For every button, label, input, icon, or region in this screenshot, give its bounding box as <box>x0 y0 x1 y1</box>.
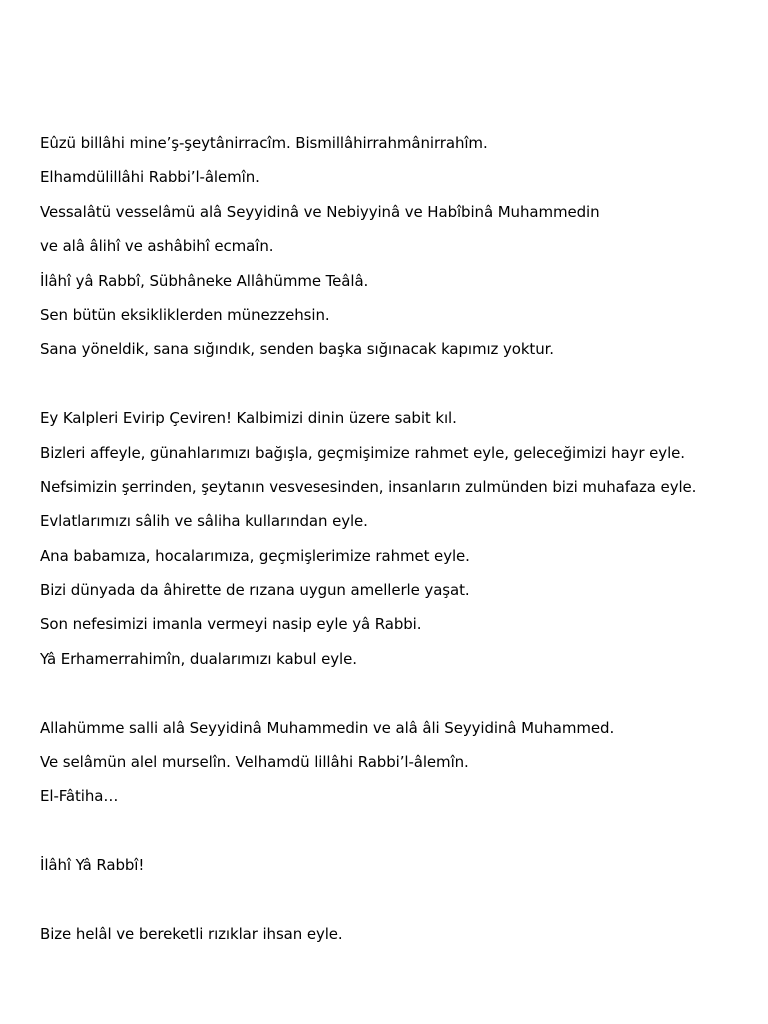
text-line: Bizi dünyada da âhirette de rızana uygun amellerle yaşat. <box>40 581 470 600</box>
text-line: Sana yöneldik, sana sığındık, senden başka sığınacak kapımız yoktur. <box>40 340 554 359</box>
text-line: Nefsimizin şerrinden, şeytanın vesvesesinden, insanların zulmünden bizi muhafaza eyle. <box>40 477 697 496</box>
text-line: El-Fâtiha… <box>40 787 119 806</box>
text-line: Bize helâl ve bereketli rızıklar ihsan eyle. <box>40 924 343 943</box>
text-line: Allahümme salli alâ Seyyidinâ Muhammedin ve alâ âli Seyyidinâ Muhammed. <box>40 718 615 737</box>
paragraph-spacer <box>40 367 760 401</box>
text-line: İlâhî Yâ Rabbî! <box>40 856 145 875</box>
text-line: Eûzü billâhi mine’ş-şeytânirracîm. Bismillâhirrahmânirrahîm. <box>40 134 488 152</box>
text-line: Yâ Erhamerrahimîn, dualarımızı kabul eyle. <box>40 649 357 668</box>
paragraph-spacer <box>40 676 760 710</box>
text-line: İlâhî yâ Rabbî, Sübhâneke Allâhümme Teâlâ. <box>40 271 369 290</box>
paragraph-spacer <box>40 883 760 917</box>
text-line: Vessalâtü vesselâmü alâ Seyyidinâ ve Nebiyyinâ ve Habîbinâ Muhammedin <box>40 202 600 221</box>
text-line: Ey Kalpleri Evirip Çeviren! Kalbimizi dinin üzere sabit kıl. <box>40 409 457 428</box>
text-line: Sen bütün eksikliklerden münezzehsin. <box>40 305 330 324</box>
text-line: Son nefesimizi imanla vermeyi nasip eyle yâ Rabbi. <box>40 615 422 634</box>
text-line: Evlatlarımızı sâlih ve sâliha kullarından eyle. <box>40 512 368 531</box>
text-line: ve alâ âlihî ve ashâbihî ecmaîn. <box>40 237 274 256</box>
text-line: Ana babamıza, hocalarımıza, geçmişlerimize rahmet eyle. <box>40 546 470 565</box>
prayer-text <box>40 126 760 951</box>
paragraph-spacer <box>40 814 760 848</box>
text-line: Bizleri affeyle, günahlarımızı bağışla, geçmişimize rahmet eyle, geleceğimizi hayr eyle. <box>40 443 685 462</box>
text-line: Elhamdülillâhi Rabbi’l-âlemîn. <box>40 168 260 187</box>
text-line: Ve selâmün alel murselîn. Velhamdü lillâhi Rabbi’l-âlemîn. <box>40 753 469 772</box>
